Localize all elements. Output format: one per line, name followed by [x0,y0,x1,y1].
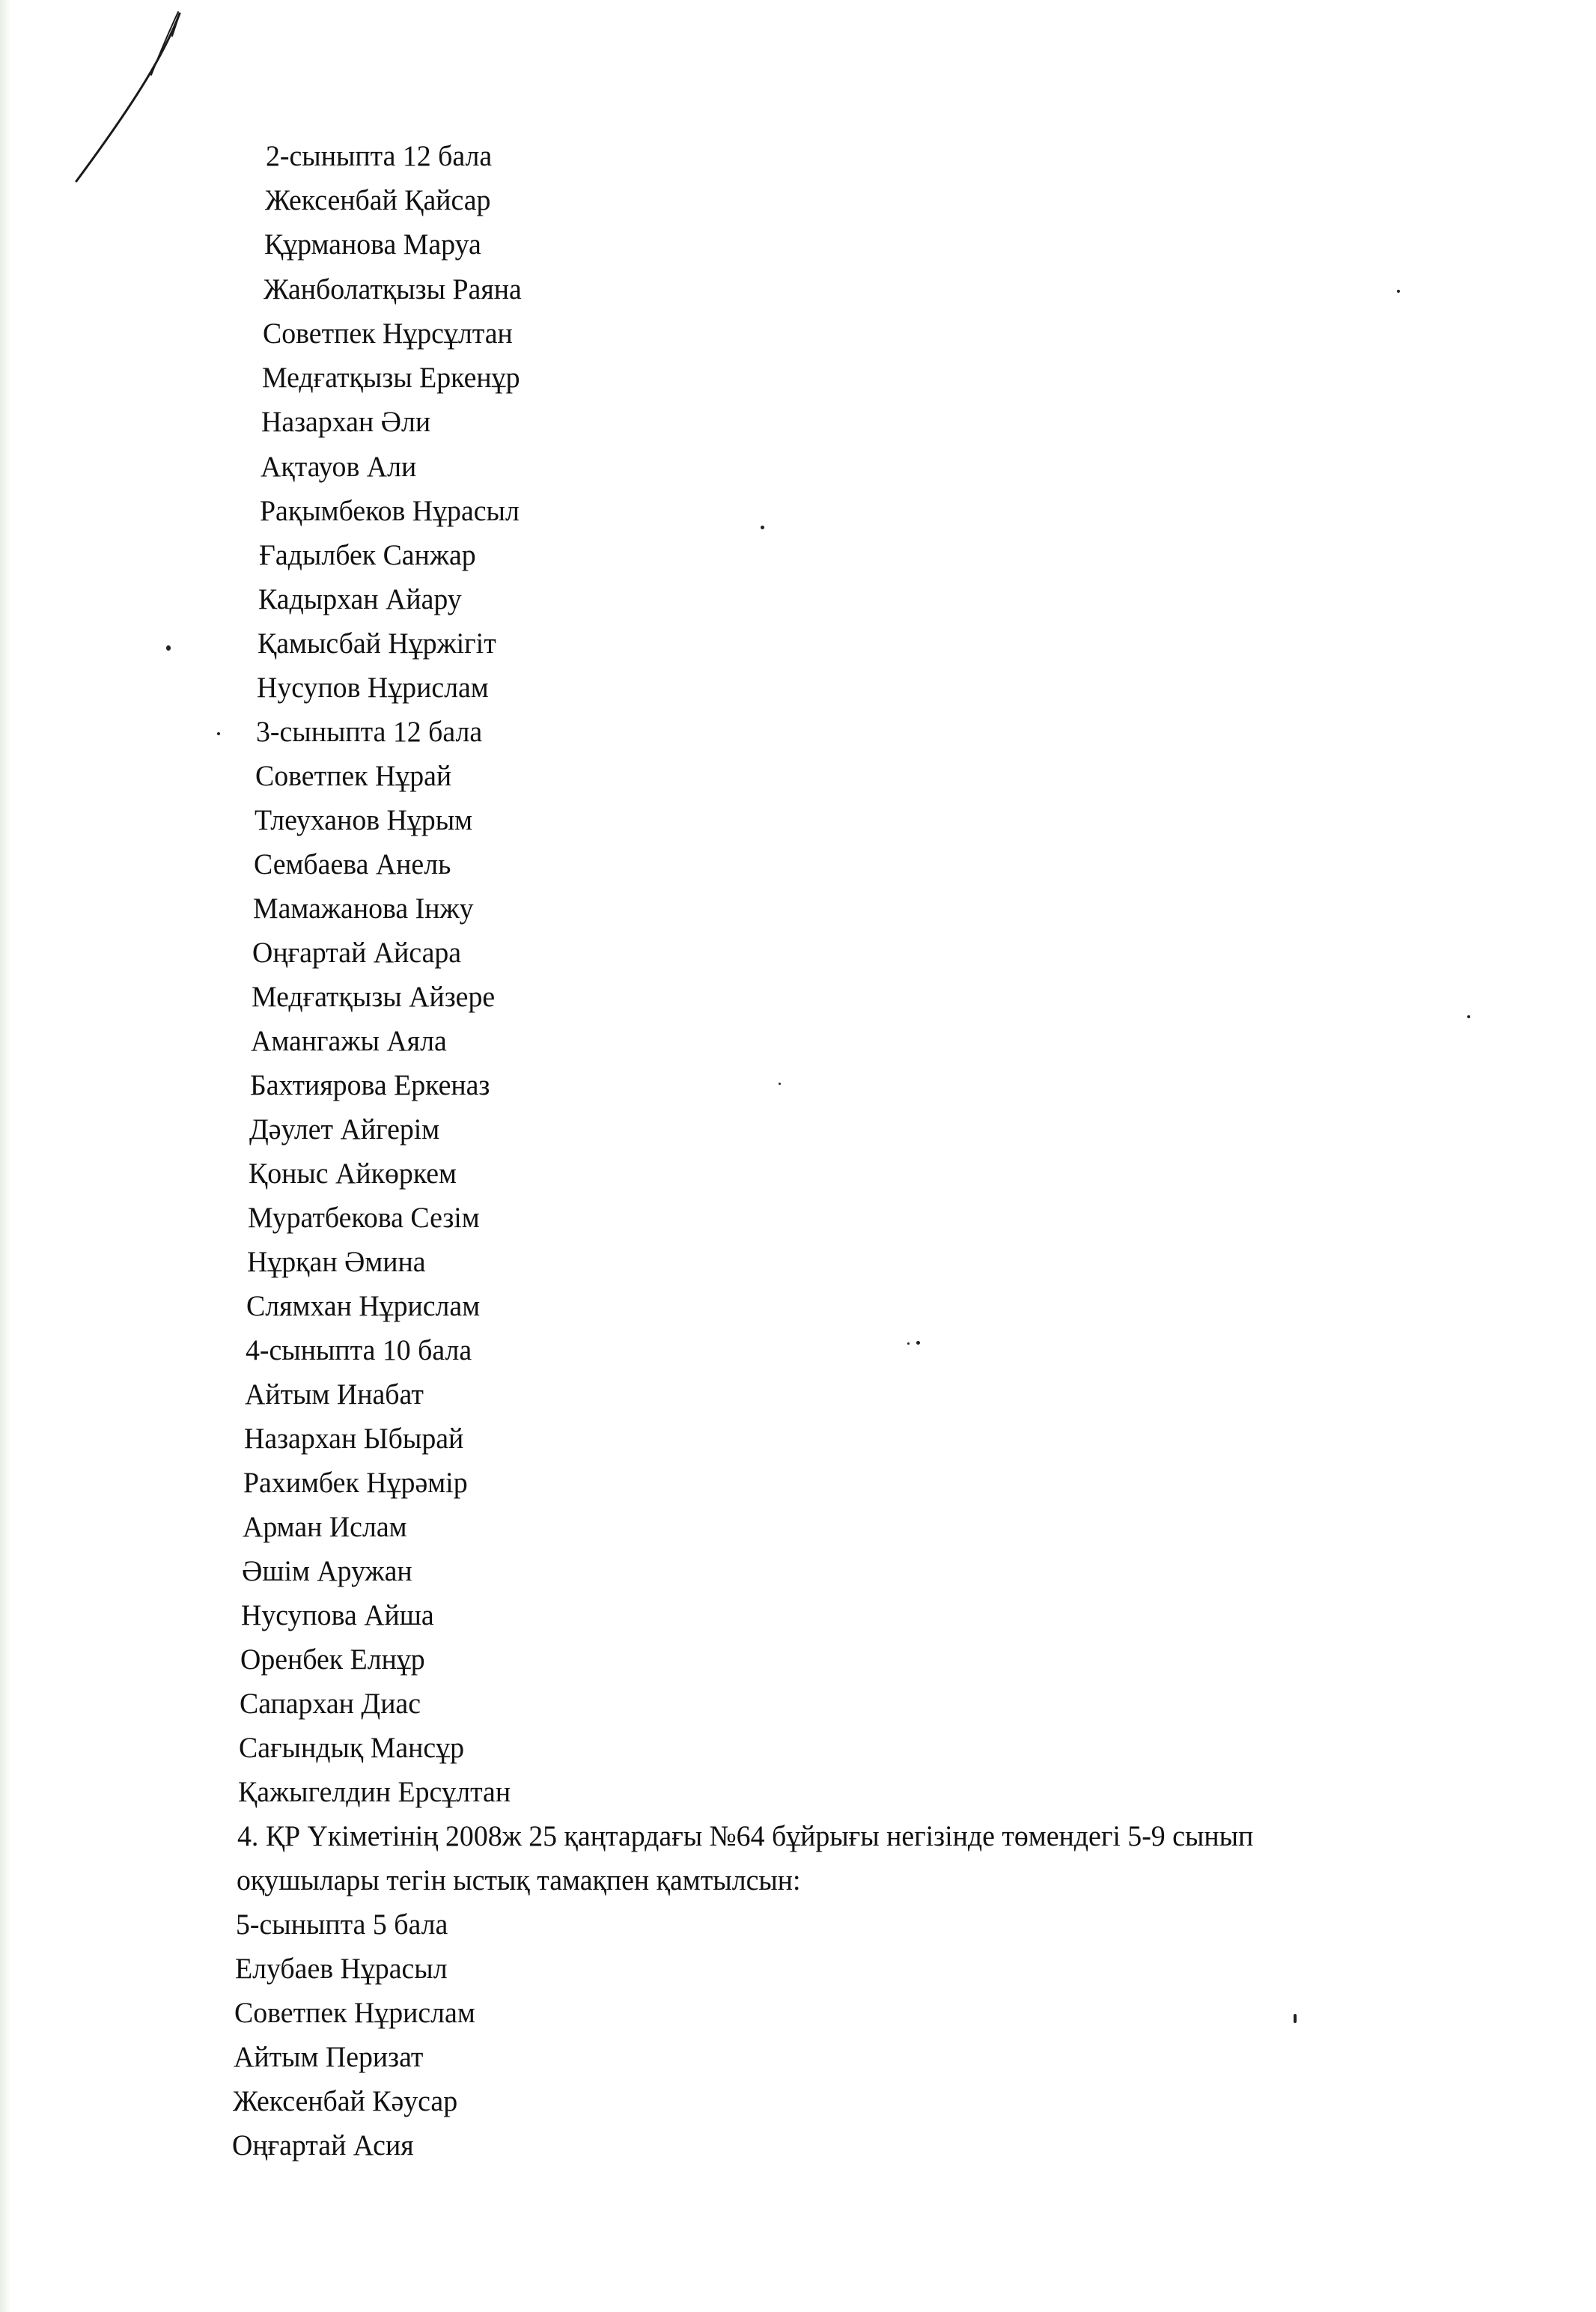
student-name: Нусупов Нұрислам [257,672,489,704]
order-paragraph-line-2: оқушылары тегін ыстық тамақпен қамтылсын: [237,1864,801,1896]
student-name: Қоныс Айкөркем [249,1157,457,1190]
student-name: Айтым Перизат [234,2041,424,2073]
student-name: Советпек Нұрсұлтан [263,317,513,350]
scan-speck [166,645,171,651]
scan-speck [779,1083,781,1085]
student-name: Амангажы Аяла [251,1025,447,1057]
student-name: Советпек Нұрислам [234,1997,475,2029]
student-name: Слямхан Нұрислам [246,1290,481,1322]
scan-speck [1294,2014,1297,2023]
student-name: Нұрқан Әмина [247,1246,426,1278]
student-name: Жанболатқызы Раяна [264,273,522,305]
student-name: Ғадылбек Санжар [259,539,476,571]
scan-speck [907,1342,910,1345]
student-name: Оңғартай Айсара [252,937,462,969]
student-name: Айтым Инабат [245,1378,424,1411]
student-name: Сембаева Анель [254,848,451,880]
student-name: Сағындық Мансұр [239,1732,465,1764]
scan-speck [916,1341,920,1345]
pen-stroke-mark [67,7,187,187]
student-name: Муратбекова Сезім [248,1202,480,1234]
class-2-heading: 2-сыныпта 12 бала [266,140,493,172]
student-name: Ақтауов Али [261,451,417,483]
student-name: Құрманова Маруа [264,228,481,261]
student-name: Нусупова Айша [241,1599,434,1631]
student-name: Бахтиярова Еркеназ [250,1069,490,1101]
student-name: Кадырхан Айару [258,583,462,615]
student-name: Қамысбай Нұржігіт [258,627,496,660]
student-name: Оңғартай Асия [232,2129,414,2162]
student-name: Қажыгелдин Ерсұлтан [238,1776,511,1808]
class-3-heading: 3-сыныпта 12 бала [256,716,483,748]
student-name: Дәулет Айгерім [249,1113,440,1146]
student-name: Назархан Әли [261,406,431,438]
student-name: Әшім Аружан [242,1555,412,1587]
student-name: Советпек Нұрай [255,760,452,792]
student-name: Тлеуханов Нұрым [255,804,473,836]
student-name: Оренбек Елнұр [240,1643,425,1676]
class-5-heading: 5-сыныпта 5 бала [236,1908,448,1941]
scan-speck [761,526,764,529]
scan-speck [217,732,220,735]
scan-edge-shadow [0,0,10,2312]
student-name: Назархан Ыбырай [244,1423,464,1455]
class-4-heading: 4-сыныпта 10 бала [246,1334,472,1366]
student-name: Медғатқызы Айзере [252,981,496,1013]
student-name: Мамажанова Інжу [253,892,474,925]
student-name: Рақымбеков Нұрасыл [260,495,520,527]
student-name: Жексенбай Кәусар [233,2085,458,2117]
student-name: Медғатқызы Еркенұр [262,362,520,394]
order-paragraph-line-1: 4. ҚР Үкіметінің 2008ж 25 қаңтардағы №64 бұйрығы негізінде төмендегі 5-9 сынып [237,1820,1254,1852]
scan-speck [1397,290,1400,293]
scan-speck [1467,1015,1470,1018]
student-name: Арман Ислам [243,1511,407,1543]
student-name: Жексенбай Қайсар [265,184,491,216]
student-name: Сапархан Диас [240,1688,421,1720]
student-name: Елубаев Нұрасыл [235,1953,448,1985]
student-name: Рахимбек Нұрәмір [243,1467,468,1499]
